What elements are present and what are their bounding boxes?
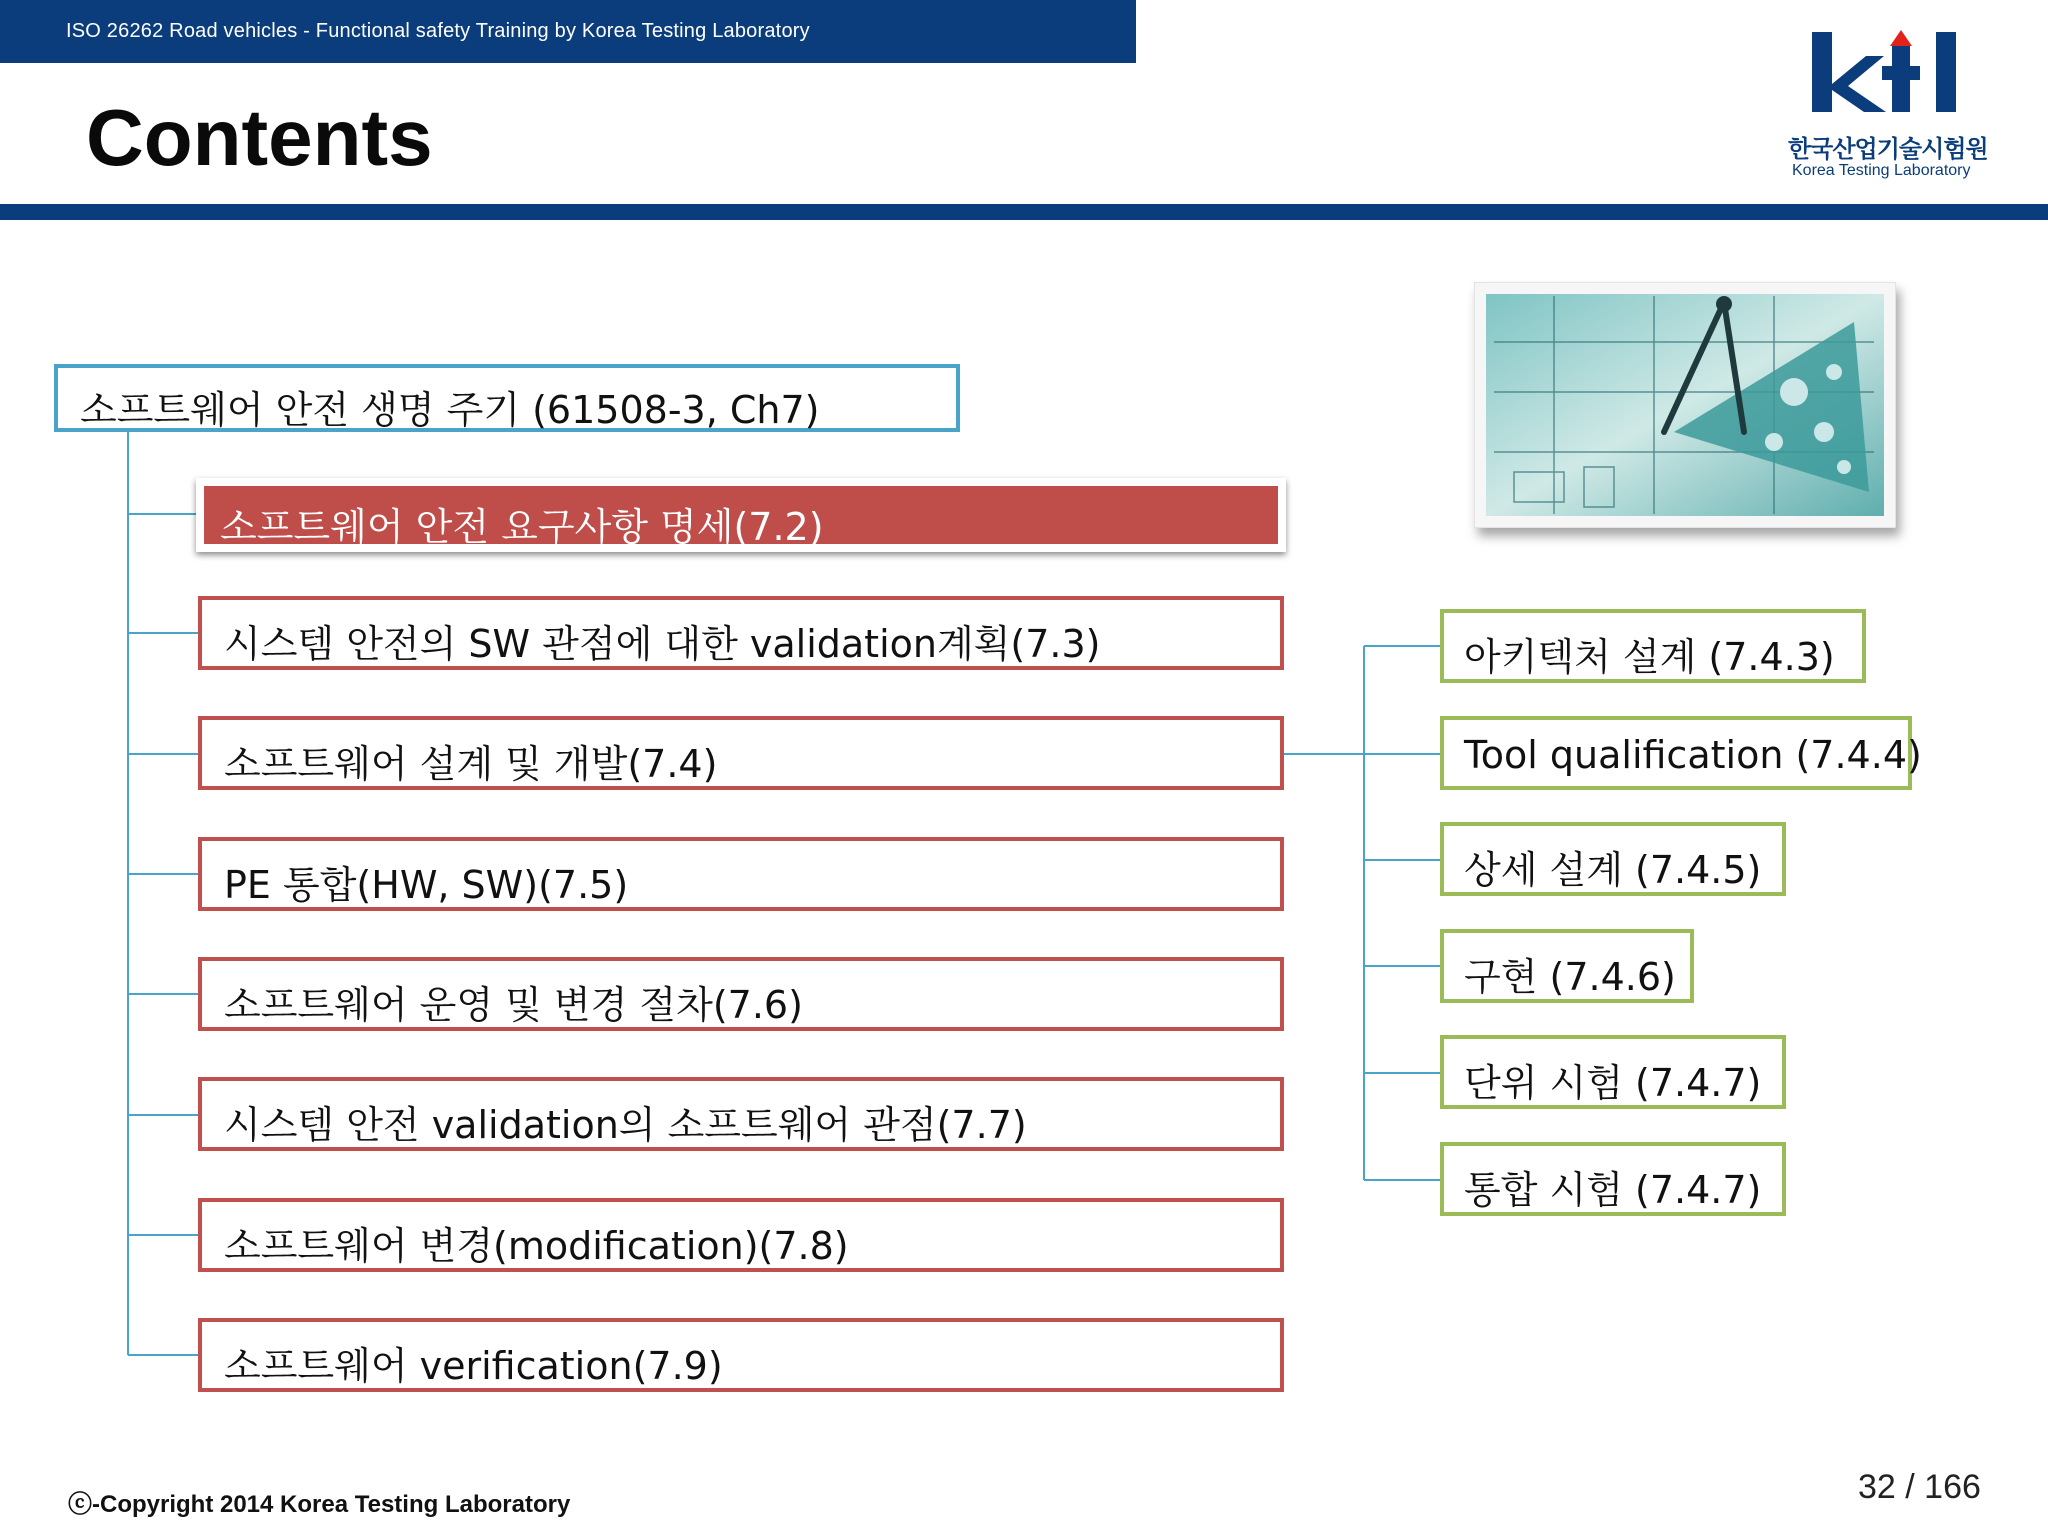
logo-korean-text: 한국산업기술시험원 bbox=[1788, 135, 1988, 163]
tree-item-7-5 bbox=[198, 837, 1284, 911]
page-number: 32 / 166 bbox=[1858, 1468, 1981, 1506]
tree-item-label: 소프트웨어 verification(7.9) bbox=[224, 1344, 723, 1388]
subitem-label: 구현 (7.4.6) bbox=[1464, 955, 1676, 999]
tree-item-7-3 bbox=[198, 596, 1284, 670]
subitem-7-4-7-integration bbox=[1440, 1142, 1786, 1216]
page-title: Contents bbox=[86, 93, 433, 182]
tree-item-7-4 bbox=[198, 716, 1284, 790]
subitem-7-4-3 bbox=[1440, 609, 1866, 683]
blueprint-drafting-photo-icon bbox=[1474, 282, 1896, 528]
tree-item-label: 소프트웨어 변경(modification)(7.8) bbox=[224, 1224, 849, 1268]
tree-item-label: 소프트웨어 설계 및 개발(7.4) bbox=[224, 742, 718, 786]
copyright-text: ⓒ-Copyright 2014 Korea Testing Laboratory bbox=[68, 1491, 571, 1518]
subitem-7-4-4 bbox=[1440, 716, 1922, 790]
tree-item-7-6 bbox=[198, 957, 1284, 1031]
subitem-label: 단위 시험 (7.4.7) bbox=[1464, 1061, 1762, 1105]
tree-item-7-7 bbox=[198, 1077, 1284, 1151]
subitem-7-4-7-unit bbox=[1440, 1035, 1786, 1109]
subitem-7-4-5 bbox=[1440, 822, 1786, 896]
subitem-label: 상세 설계 (7.4.5) bbox=[1464, 848, 1762, 892]
tree-item-7-2 bbox=[196, 478, 1286, 552]
logo-english-text: Korea Testing Laboratory bbox=[1792, 162, 1971, 179]
subitem-label: 통합 시험 (7.4.7) bbox=[1464, 1168, 1762, 1212]
subitem-label: Tool qualification (7.4.4) bbox=[1464, 733, 1922, 777]
tree-root-label: 소프트웨어 안전 생명 주기 (61508-3, Ch7) bbox=[80, 388, 820, 432]
tree-item-7-9 bbox=[198, 1318, 1284, 1392]
subitem-7-4-6 bbox=[1440, 929, 1694, 1003]
tree-item-label: 소프트웨어 운영 및 변경 절차(7.6) bbox=[224, 983, 803, 1027]
banner-text: ISO 26262 Road vehicles - Functional safety Training by Korea Testing Laboratory bbox=[66, 20, 810, 42]
tree-root bbox=[54, 364, 960, 432]
tree-item-7-8 bbox=[198, 1198, 1284, 1272]
tree-item-label: 시스템 안전 validation의 소프트웨어 관점(7.7) bbox=[224, 1103, 1027, 1147]
subitem-label: 아키텍처 설계 (7.4.3) bbox=[1464, 635, 1835, 679]
tree-item-label: 시스템 안전의 SW 관점에 대한 validation계획(7.3) bbox=[224, 622, 1101, 666]
tree-item-label: PE 통합(HW, SW)(7.5) bbox=[224, 863, 629, 907]
tree-item-label: 소프트웨어 안전 요구사항 명세(7.2) bbox=[220, 505, 824, 549]
